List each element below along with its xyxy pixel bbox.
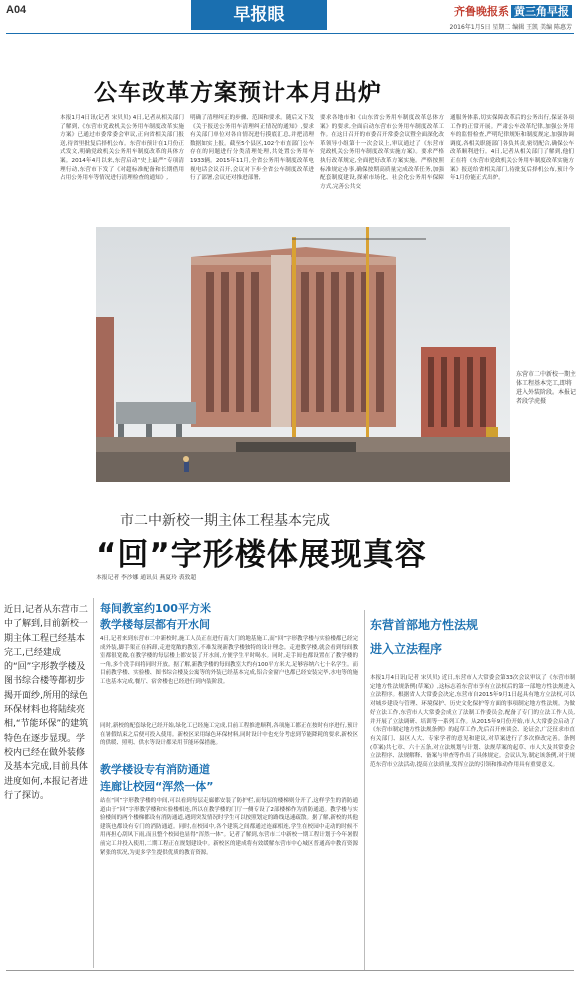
section-title: 早报眼	[191, 0, 327, 30]
article-byline: 本报记者 李沙娜 通讯员 燕夏玲 裘敦超	[96, 575, 197, 581]
column-divider-right	[364, 610, 365, 970]
article-body-part-1: 4日,记者来到东营市二中新校时,施工人员正在进行南大门的地基施工,而“回”字形教学楼与实验楼都已经完成外装,脚手架正在拆卸,走进宽敞的教室,不难发现新教学楼独特的设计理念。走进教学楼,就会看到每间教室都很宽敞,在教学楼的每层楼上都安装了开水间,方便学生平时喝水。同时,走手间也都设置在了教学楼的一角,多个洗手间将同时开放。据了解,新教学楼的每间教室大约有100平方米大,足够容纳六七十名学生。而目前教学楼、实验楼、图书综合楼及公寓等的外装已经基本完成,铝合金窗户也都已经安装完毕,水电等的施工也基本完成,餐厅、宿舍楼也已经进行到内装阶段。	[100, 636, 358, 685]
headline-legislation-line-2: 进入立法程序	[370, 642, 443, 656]
issue-meta: 2016年1月5日 星期二 编辑 王凯 美编 陈惠芳	[449, 24, 572, 31]
column-divider	[93, 598, 94, 968]
subhead-classroom: 每间教室约100平方米	[100, 602, 211, 615]
article-body-part-3: 站在“回”字形教学楼的中间,可以看到每层走廊都安装了防护栏,而每层的楼梯则分开了,这样学生的消防通道由于“回”字形教学楼和实验楼相连,所以在教学楼的门厅一侧专设了2部楼梯作为消防通道。教学楼与实验楼间的两个楼梯都设有消防通道,遇到突发情况时学生可以按照划定的路线迅速疏散。据了解,新校的其他建筑也都设有专门的消防通道。同时,在校园中,各个建筑之间都通过连廊相连,学生在校园中走动的时候不用再担心刮风下雨,而且整个校园也显得“浑然一体”。记者了解到,东营市二中新校一期工程计划于今年暑假前完工并投入使用,二期工程正在规划建设中。新校区的建成将有效缓解东营市中心城区普通高中教育资源紧张的状况,为更多学生提供优质的教育资源。	[100, 798, 358, 856]
article-column-2: 明确了清理纠正的步骤、范围和要求。随后又下发《关于报送公务用车清理纠正情况的通知》,要求有关部门单位对各自情况进行摸底汇总,并把清理数据如实上报。截至5个县区,102个市直部门公车存在的问题进行分类清理处理,共处置公务用车1933辆。2015年11月,全省公务用车制度改革电视电话会议召开,会议对下步全省公车制度改革进行了部署,会议还对推进部署,	[190, 115, 314, 182]
footer-divider	[6, 970, 574, 971]
building-illustration	[96, 227, 510, 482]
article-body-part-2: 同时,新校的配套绿化已经开始,绿化工已经施工完成,目前工程推进顺利,各项施工都正在按时有序进行,预计在暑假结束之后便可投入使用。新校区采用绿色环保材料,同时设计中也充分考虑到节能降耗的要求,新校区的供暖、照明、供水等设计都采用节能环保措施。	[100, 723, 358, 747]
brand-tag: 黄三角早报	[511, 5, 572, 18]
article-column-4: 通服务体系,切实保障改革后的公务出行,保证各项工作的正常开展。严肃公车改革纪律,加强公务用车的监督检查,严明纪律规矩和制度规定,加强协调调度,各相关职能部门各负其责,密切配合,确保公车改革顺利进行。4日,记者从相关部门了解到,他们正在将《东营市党政机关公务用车制度改革实施方案》报送给省相关部门,待批复后择机公布,预计今年1月份能正式出炉。	[450, 115, 574, 182]
article-subtitle: 市二中新校一期主体工程基本完成	[120, 513, 330, 529]
newspaper-brand	[454, 3, 572, 19]
page-number: A04	[6, 4, 27, 16]
headline-car-reform: 公车改革方案预计本月出炉	[94, 80, 382, 106]
header-divider	[6, 33, 574, 34]
photo-caption: 东营市二中新校一期主体工程基本完工,即将进入外装阶段。本报记者段学虎摄	[516, 371, 577, 405]
article-column-1: 本报1月4日讯(记者 宋贝贝) 4日,记者从相关部门了解到,《东营市党政机关公务用车制度改革实施方案》已通过市委常委会审议,正向省相关部门报送,待省里批复后择机公布。东营市预计在1月份正式发文,明确党政机关公务用车制度改革的具体方案。2014年4月以来,东营启动“史上最严”专项清理行动,东营市下发了《对超标准配备和长期借用占用公务用车等情况进行清理检查的通知》,	[60, 115, 184, 182]
headline-school-building: “回”字形楼体展现真容	[96, 537, 427, 573]
headline-legislation-line-1: 东营首部地方性法规	[370, 618, 479, 632]
brand-name: 齐鲁晚报系	[454, 5, 509, 18]
article-car-reform-body	[60, 114, 574, 220]
subhead-corridor: 连廊让校园“浑然一体”	[100, 780, 214, 793]
subhead-fire-exit: 教学楼设专有消防通道	[100, 763, 210, 776]
school-building-photo	[96, 227, 510, 482]
article-lead-sidebar: 近日,记者从东营市二中了解到,目前新校一期主体工程已经基本完工,已经建成的“回”字形教学楼及图书综合楼等都初步揭开面纱,所用的绿色环保材料也将陆续亮相,“节能环保”的建筑特色在逐步显现。学校内已经在做外装修及基本完成,目前具体进度如何,本报记者进行了探访。	[4, 605, 89, 801]
article-legislation-body: 本报1月4日讯(记者 宋贝贝) 近日,东营市人大常委会第33次会议审议了《东营市制定地方性法规条例(草案)》,这标志着东营市享有立法权后的第一部地方性法规进入立法程序。根据省人大常委会决定,东营市自2015年9月1日起具有地方立法权,可以对城乡建设与管理、环境保护、历史文化保护等方面的事项制定地方性法规。为做好立法工作,东营市人大常委会成立了法制工作委员会,配备了专门的立法工作人员,并开展了立法调研、培训等一系列工作。从2015年9月份开始,市人大常委会启动了《东营市制定地方性法规条例》的起草工作,先后召开座谈会、论证会,广泛征求市直有关部门、县区人大、专家学者的意见和建议,对草案进行了多次修改完善。条例(草案)共七章、六十五条,对立法规划与计划、法规草案的起草、市人大及其常委会立法程序、法规解释、备案与审查等作出了具体规定。会议认为,制定该条例,对于规范东营市立法活动,提高立法质量,发挥立法的引领和推动作用具有重要意义。	[370, 675, 575, 769]
subhead-water-room: 教学楼每层都有开水间	[100, 618, 210, 631]
article-column-3: 要求各地市和《山东省公务用车制度改革总体方案》的要求,全面启动东营市公务用车制度改革工作。在这日召开的市委召开常委会议暨全面深化改革领导小组第十一次会议上,审议通过了《东营市党政机关公务用车制度改革实施方案》。要求严格执行改革规定,全面把好改革方案实施。严格按照标准规定办事,确保按期高质量完成改革任务,加强配套制度建设,探索市场化、社会化公务用车保障方式,完善公共交	[320, 115, 444, 190]
page-header	[0, 0, 580, 34]
